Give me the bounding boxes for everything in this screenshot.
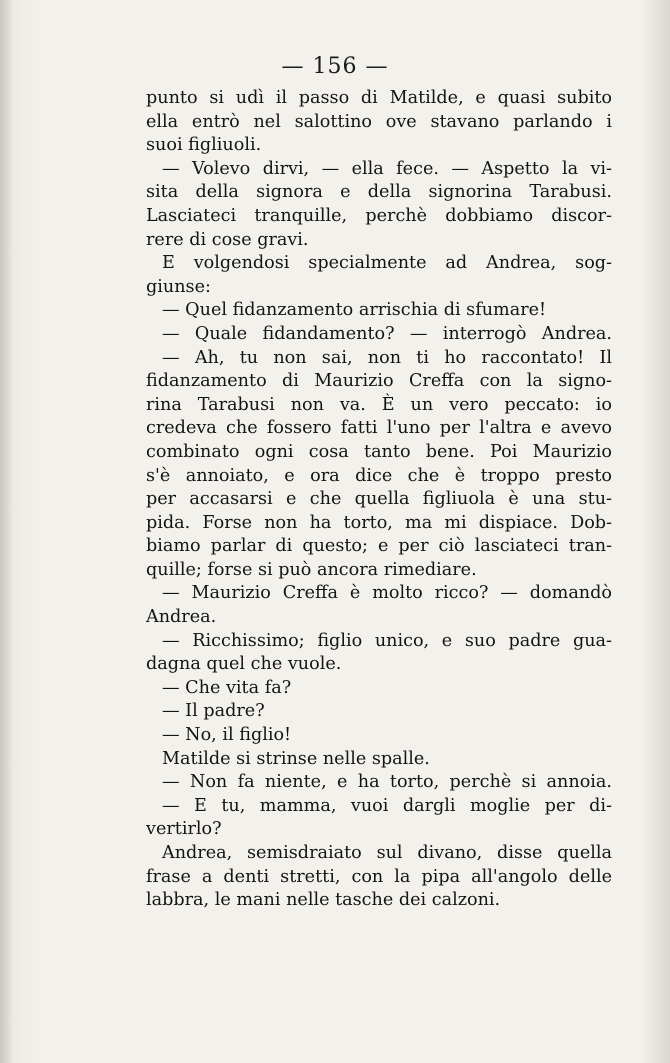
text-line: rina Tarabusi non va. È un vero peccato: io: [146, 394, 612, 415]
text-line: — Maurizio Creffa è molto ricco? — domandò: [162, 583, 612, 604]
text-line: — Quel fidanzamento arrischia di sfumare!: [162, 300, 547, 321]
text-line: — Ah, tu non sai, non ti ho raccontato! Il: [162, 347, 612, 368]
text-line: Andrea.: [146, 607, 217, 628]
text-line: — Non fa niente, e ha torto, perchè si annoia.: [162, 772, 612, 793]
text-line: — No, il figlio!: [162, 725, 292, 746]
body-text: [146, 87, 612, 913]
text-line: fidanzamento di Maurizio Creffa con la signo-: [146, 371, 612, 392]
text-line: pida. Forse non ha torto, ma mi dispiace. Dob-: [146, 512, 612, 533]
text-line: Lasciateci tranquille, perchè dobbiamo discor-: [146, 205, 612, 226]
text-line: labbra, le mani nelle tasche dei calzoni.: [146, 890, 501, 911]
text-line: — Quale fidandamento? — interrogò Andrea.: [162, 323, 612, 344]
text-line: — Che vita fa?: [162, 677, 292, 698]
page-number: — 156 —: [281, 54, 389, 79]
text-line: — E tu, mamma, vuoi dargli moglie per di-: [162, 795, 612, 816]
text-line: s'è annoiato, e ora dice che è troppo presto: [146, 465, 612, 486]
text-line: rere di cose gravi.: [146, 229, 309, 250]
text-line: credeva che fossero fatti l'uno per l'altra e avevo: [146, 418, 612, 439]
text-line: dagna quel che vuole.: [146, 654, 342, 675]
text-line: suoi figliuoli.: [146, 135, 262, 156]
text-line: — Volevo dirvi, — ella fece. — Aspetto la vi-: [162, 158, 612, 179]
text-line: Andrea, semisdraiato sul divano, disse quella: [162, 843, 612, 863]
text-line: quille; forse si può ancora rimediare.: [146, 559, 477, 580]
text-line: E volgendosi specialmente ad Andrea, sog-: [162, 253, 612, 274]
text-line: ella entrò nel salottino ove stavano parlando i: [146, 111, 612, 132]
text-line: frase a denti stretti, con la pipa all'angolo delle: [146, 866, 612, 887]
text-line: biamo parlar di questo; e per ciò lasciateci tran-: [146, 536, 612, 557]
text-line: combinato ogni cosa tanto bene. Poi Maurizio: [146, 441, 612, 462]
text-line: giunse:: [146, 276, 211, 297]
text-line: Matilde si strinse nelle spalle.: [162, 748, 430, 769]
text-line: — Il padre?: [162, 701, 265, 722]
text-line: — Ricchissimo; figlio unico, e suo padre gua-: [162, 630, 612, 651]
text-line: punto si udì il passo di Matilde, e quasi subito: [146, 88, 612, 108]
text-line: vertirlo?: [146, 819, 222, 840]
text-line: per accasarsi e che quella figliuola è una stu-: [146, 489, 612, 510]
text-line: sita della signora e della signorina Tarabusi.: [146, 182, 612, 203]
